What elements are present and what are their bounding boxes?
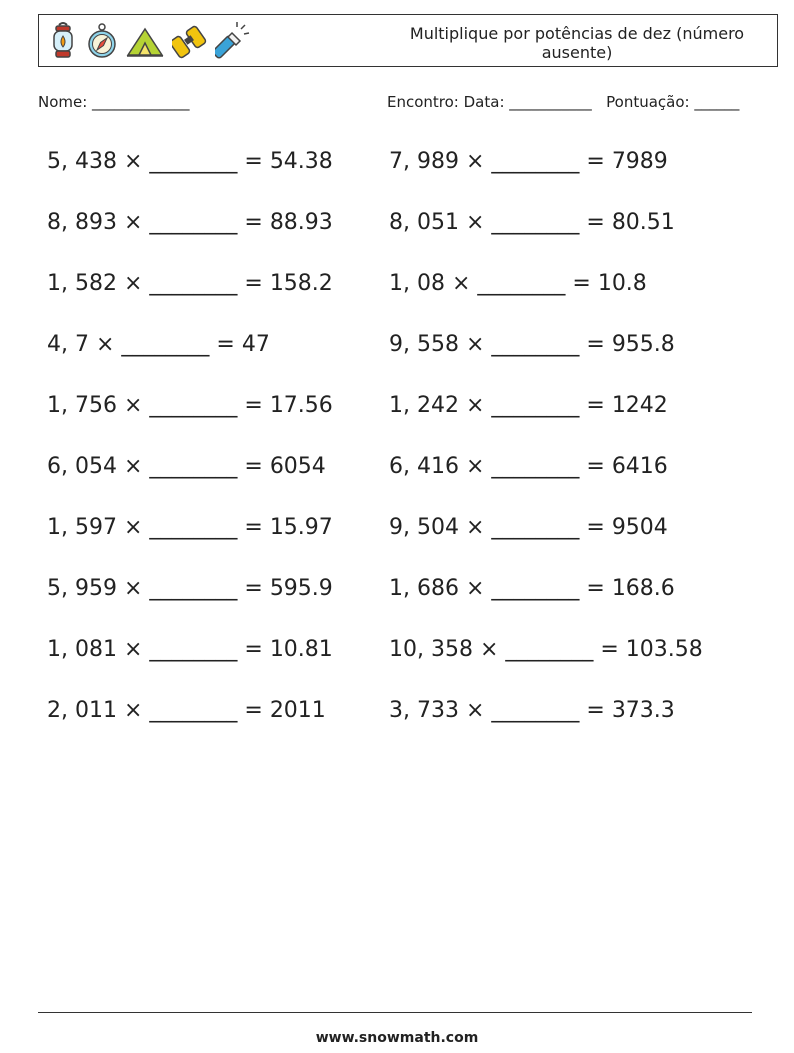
problem-left-9[interactable]: 1, 081 × ________ = 10.81 [47, 637, 333, 662]
problem-right-4[interactable]: 9, 558 × ________ = 955.8 [389, 332, 675, 357]
lantern-icon [47, 21, 79, 61]
problem-right-1[interactable]: 7, 989 × ________ = 7989 [389, 149, 668, 174]
problem-left-2[interactable]: 8, 893 × ________ = 88.93 [47, 210, 333, 235]
problem-right-6[interactable]: 6, 416 × ________ = 6416 [389, 454, 668, 479]
problem-left-6[interactable]: 6, 054 × ________ = 6054 [47, 454, 326, 479]
problem-right-7[interactable]: 9, 504 × ________ = 9504 [389, 515, 668, 540]
problem-right-5[interactable]: 1, 242 × ________ = 1242 [389, 393, 668, 418]
name-field[interactable]: Nome: _____________ [38, 93, 190, 111]
footer-website[interactable]: www.snowmath.com [315, 1030, 479, 1046]
tent-icon [125, 21, 165, 61]
worksheet-header [38, 14, 778, 67]
compass-icon [86, 21, 118, 61]
header-icons [47, 21, 251, 61]
problem-left-7[interactable]: 1, 597 × ________ = 15.97 [47, 515, 333, 540]
problem-right-2[interactable]: 8, 051 × ________ = 80.51 [389, 210, 675, 235]
problem-right-3[interactable]: 1, 08 × ________ = 10.8 [389, 271, 647, 296]
problem-left-10[interactable]: 2, 011 × ________ = 2011 [47, 698, 326, 723]
problem-left-4[interactable]: 4, 7 × ________ = 47 [47, 332, 270, 357]
worksheet-title: Multiplique por potências de dez (número ausente) [409, 24, 745, 62]
problem-left-5[interactable]: 1, 756 × ________ = 17.56 [47, 393, 333, 418]
problem-right-9[interactable]: 10, 358 × ________ = 103.58 [389, 637, 703, 662]
problem-right-10[interactable]: 3, 733 × ________ = 373.3 [389, 698, 675, 723]
binoculars-icon [172, 21, 208, 61]
flashlight-icon [215, 21, 251, 61]
problem-left-1[interactable]: 5, 438 × ________ = 54.38 [47, 149, 333, 174]
problem-right-8[interactable]: 1, 686 × ________ = 168.6 [389, 576, 675, 601]
score-field[interactable]: Pontuação: ______ [606, 93, 740, 111]
footer-divider [38, 1012, 752, 1013]
date-score-fields [387, 93, 739, 111]
problem-left-3[interactable]: 1, 582 × ________ = 158.2 [47, 271, 333, 296]
problem-left-8[interactable]: 5, 959 × ________ = 595.9 [47, 576, 333, 601]
date-field[interactable]: Encontro: Data: ___________ [387, 93, 592, 111]
